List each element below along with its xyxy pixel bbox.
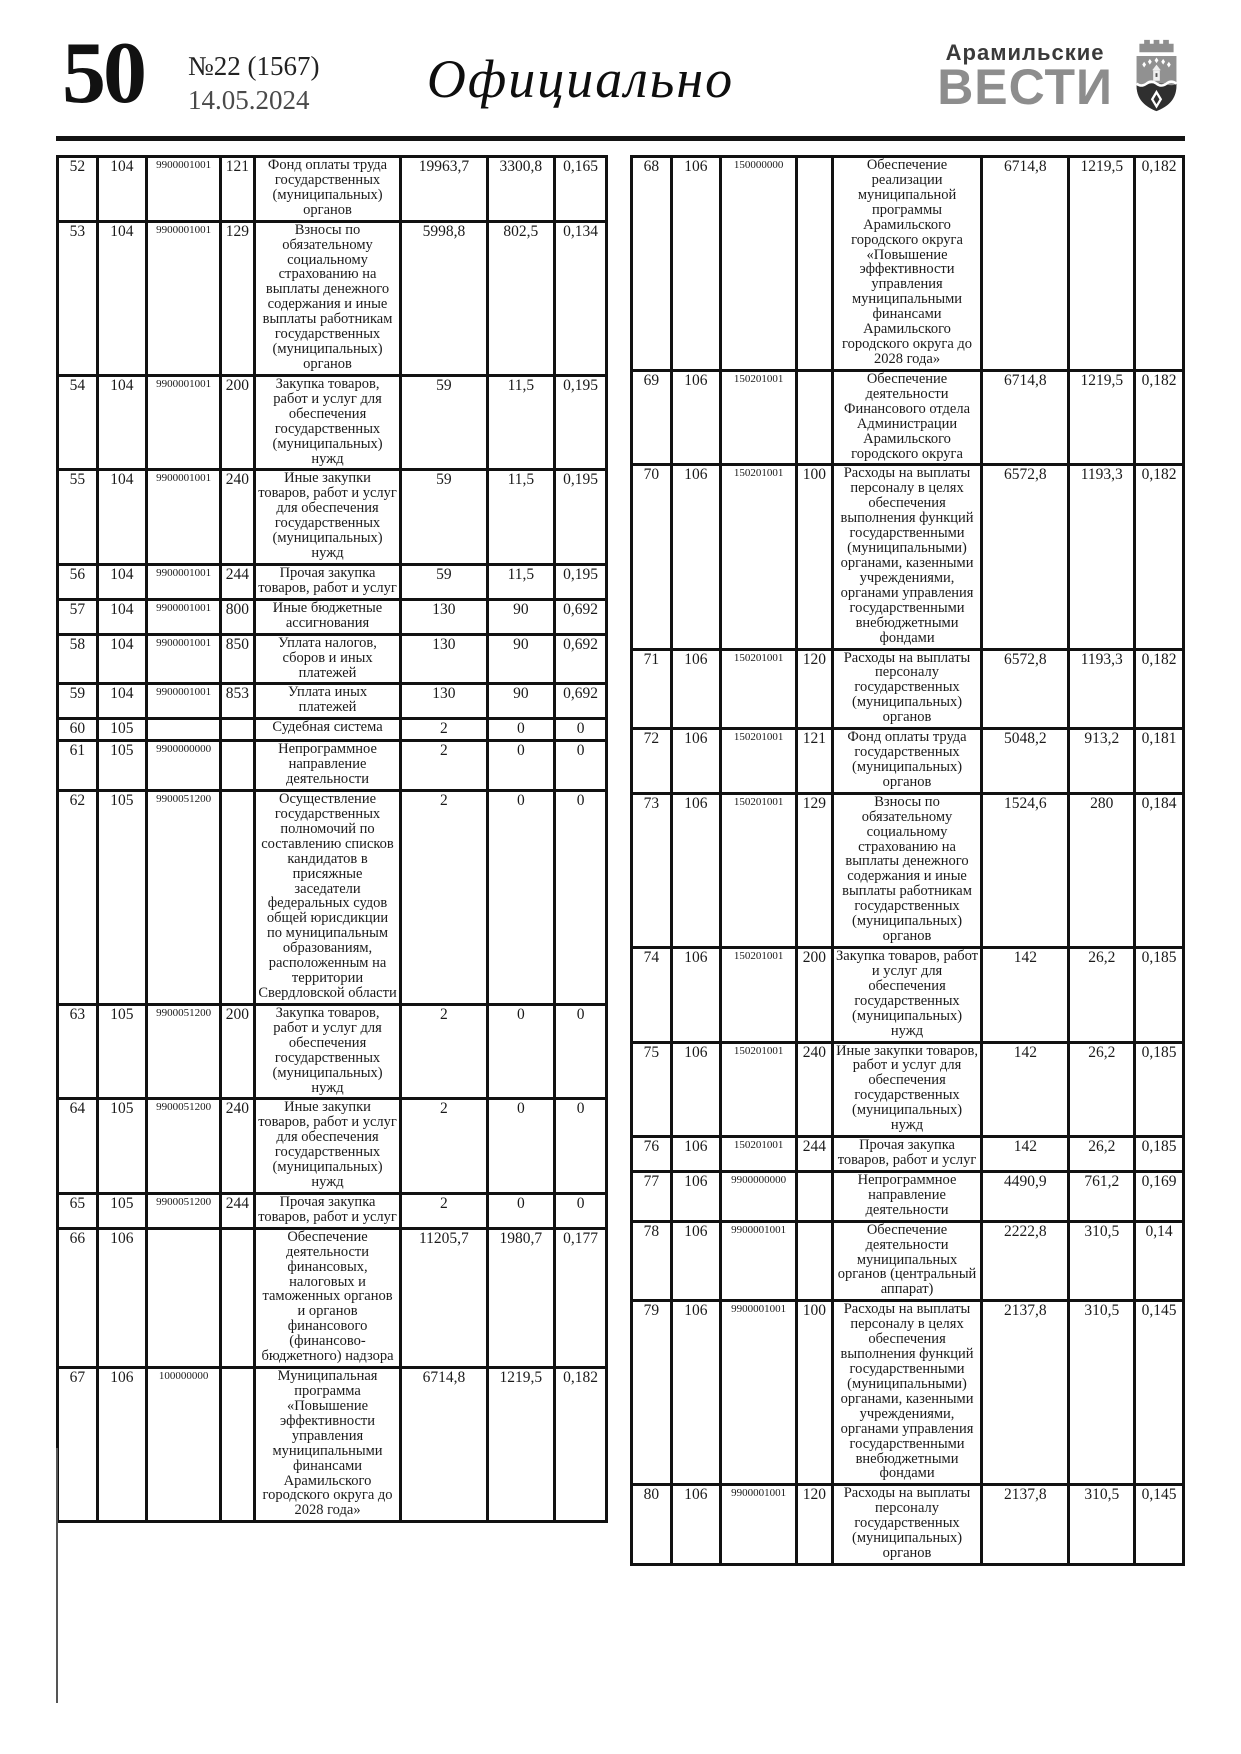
table-row <box>58 719 607 741</box>
cell-code-expense-type: 121 <box>220 157 254 222</box>
cell-value-1: 142 <box>982 1137 1069 1172</box>
cell-code-expense-type: 100 <box>796 1301 832 1485</box>
cell-value-1: 130 <box>401 634 487 684</box>
cell-value-2: 1219,5 <box>1069 370 1135 465</box>
cell-row-number: 64 <box>58 1099 98 1194</box>
cell-code-expense-type <box>220 1368 254 1522</box>
cell-code-section: 106 <box>671 948 721 1043</box>
table-row <box>58 564 607 599</box>
cell-value-1: 6714,8 <box>982 370 1069 465</box>
table-row <box>58 375 607 470</box>
cell-value-2: 11,5 <box>487 470 555 565</box>
cell-value-2: 1219,5 <box>1069 157 1135 371</box>
cell-value-3: 0 <box>555 790 607 1004</box>
cell-value-2: 26,2 <box>1069 1042 1135 1137</box>
cell-code-target-article: 9900000000 <box>147 741 221 791</box>
table-row <box>58 470 607 565</box>
cell-code-target-article: 150201001 <box>721 649 797 729</box>
cell-code-section: 106 <box>97 1228 147 1367</box>
cell-value-2: 1193,3 <box>1069 649 1135 729</box>
cell-code-target-article: 9900001001 <box>721 1485 797 1565</box>
table-row <box>58 684 607 719</box>
table-row <box>632 1171 1184 1221</box>
cell-value-3: 0,184 <box>1135 793 1184 947</box>
budget-table-left-body <box>58 157 607 1522</box>
cell-name: Прочая закупка товаров, работ и услуг <box>254 564 400 599</box>
cell-code-expense-type: 129 <box>796 793 832 947</box>
cell-name: Расходы на выплаты персоналу государственных (муниципальных) органов <box>832 1485 982 1565</box>
cell-name: Закупка товаров, работ и услуг для обеспечения государственных (муниципальных) нужд <box>254 375 400 470</box>
cell-row-number: 59 <box>58 684 98 719</box>
cell-row-number: 70 <box>632 465 672 649</box>
table-row <box>632 1042 1184 1137</box>
cell-code-section: 106 <box>671 1485 721 1565</box>
cell-row-number: 62 <box>58 790 98 1004</box>
cell-name: Обеспечение деятельности муниципальных органов (центральный аппарат) <box>832 1221 982 1301</box>
section-title: Официально <box>426 49 735 109</box>
cell-code-expense-type <box>220 1228 254 1367</box>
cell-row-number: 78 <box>632 1221 672 1301</box>
cell-value-1: 130 <box>401 599 487 634</box>
cell-code-target-article: 100000000 <box>147 1368 221 1522</box>
cell-value-1: 142 <box>982 948 1069 1043</box>
masthead-title-top: Арамильские <box>945 40 1105 65</box>
cell-value-3: 0 <box>555 719 607 741</box>
cell-value-1: 5998,8 <box>401 221 487 375</box>
cell-row-number: 66 <box>58 1228 98 1367</box>
cell-name: Закупка товаров, работ и услуг для обеспечения государственных (муниципальных) нужд <box>254 1004 400 1099</box>
cell-row-number: 71 <box>632 649 672 729</box>
cell-value-1: 6572,8 <box>982 649 1069 729</box>
cell-value-2: 1193,3 <box>1069 465 1135 649</box>
cell-code-target-article: 9900051200 <box>147 1099 221 1194</box>
cell-code-section: 105 <box>97 741 147 791</box>
cell-row-number: 54 <box>58 375 98 470</box>
cell-value-2: 1980,7 <box>487 1228 555 1367</box>
page-number: 50 <box>62 25 144 122</box>
cell-code-target-article: 150201001 <box>721 1042 797 1137</box>
cell-row-number: 79 <box>632 1301 672 1485</box>
cell-value-2: 310,5 <box>1069 1301 1135 1485</box>
table-row <box>58 741 607 791</box>
cell-value-3: 0,185 <box>1135 1137 1184 1172</box>
cell-code-expense-type: 244 <box>220 1193 254 1228</box>
cell-code-expense-type: 200 <box>220 375 254 470</box>
cell-row-number: 63 <box>58 1004 98 1099</box>
cell-code-target-article: 9900051200 <box>147 1004 221 1099</box>
cell-code-section: 106 <box>671 1042 721 1137</box>
cell-value-3: 0,14 <box>1135 1221 1184 1301</box>
cell-code-section: 106 <box>671 729 721 794</box>
cell-name: Обеспечение деятельности финансовых, налоговых и таможенных органов и органов финансового (финансово-бюджетного) надзора <box>254 1228 400 1367</box>
table-row <box>632 465 1184 649</box>
cell-code-target-article: 9900001001 <box>147 470 221 565</box>
cell-code-target-article: 9900001001 <box>147 634 221 684</box>
table-row <box>58 1004 607 1099</box>
cell-name: Расходы на выплаты персоналу государственных (муниципальных) органов <box>832 649 982 729</box>
cell-code-target-article <box>147 1228 221 1367</box>
cell-value-3: 0,195 <box>555 564 607 599</box>
cell-code-target-article: 150201001 <box>721 465 797 649</box>
budget-table-right <box>630 155 1185 1566</box>
table-row <box>58 634 607 684</box>
cell-value-2: 0 <box>487 719 555 741</box>
cell-code-section: 106 <box>671 1137 721 1172</box>
cell-code-section: 104 <box>97 221 147 375</box>
cell-row-number: 77 <box>632 1171 672 1221</box>
cell-code-target-article: 150201001 <box>721 729 797 794</box>
table-row <box>632 649 1184 729</box>
cell-code-section: 106 <box>671 793 721 947</box>
table-row <box>58 221 607 375</box>
cell-code-target-article <box>147 719 221 741</box>
cell-name: Уплата налогов, сборов и иных платежей <box>254 634 400 684</box>
cell-value-1: 142 <box>982 1042 1069 1137</box>
cell-code-expense-type: 853 <box>220 684 254 719</box>
cell-code-section: 106 <box>671 1221 721 1301</box>
cell-name: Обеспечение деятельности Финансового отдела Администрации Арамильского городского округа <box>832 370 982 465</box>
cell-value-2: 90 <box>487 634 555 684</box>
cell-row-number: 60 <box>58 719 98 741</box>
header-divider <box>56 136 1185 141</box>
cell-row-number: 76 <box>632 1137 672 1172</box>
cell-value-3: 0,181 <box>1135 729 1184 794</box>
cell-value-3: 0 <box>555 1193 607 1228</box>
cell-name: Расходы на выплаты персоналу в целях обеспечения выполнения функций государственными (муниципальными) органами, казенными учреждениями, органами управления государственными внебюджетными фондами <box>832 1301 982 1485</box>
cell-code-expense-type: 121 <box>796 729 832 794</box>
cell-row-number: 68 <box>632 157 672 371</box>
cell-code-expense-type: 800 <box>220 599 254 634</box>
cell-value-3: 0,134 <box>555 221 607 375</box>
table-row <box>58 1099 607 1194</box>
cell-code-expense-type: 240 <box>220 470 254 565</box>
cell-name: Взносы по обязательному социальному страхованию на выплаты денежного содержания и иные выплаты работникам государственных (муниципальных) органов <box>254 221 400 375</box>
cell-code-section: 104 <box>97 634 147 684</box>
cell-value-1: 59 <box>401 470 487 565</box>
cell-code-section: 104 <box>97 684 147 719</box>
cell-row-number: 73 <box>632 793 672 947</box>
cell-value-3: 0,177 <box>555 1228 607 1367</box>
cell-row-number: 55 <box>58 470 98 565</box>
cell-value-2: 0 <box>487 790 555 1004</box>
cell-name: Судебная система <box>254 719 400 741</box>
coat-of-arms-icon <box>1128 36 1185 116</box>
cell-value-1: 6572,8 <box>982 465 1069 649</box>
cell-value-3: 0,692 <box>555 634 607 684</box>
cell-value-1: 19963,7 <box>401 157 487 222</box>
cell-name: Иные бюджетные ассигнования <box>254 599 400 634</box>
budget-table-left <box>56 155 608 1523</box>
cell-value-2: 26,2 <box>1069 1137 1135 1172</box>
cell-code-section: 105 <box>97 1099 147 1194</box>
masthead <box>937 40 1113 115</box>
cell-code-expense-type <box>796 157 832 371</box>
cell-value-3: 0,692 <box>555 599 607 634</box>
cell-code-expense-type <box>220 790 254 1004</box>
cell-value-2: 0 <box>487 741 555 791</box>
cell-value-2: 11,5 <box>487 564 555 599</box>
table-row <box>58 1368 607 1522</box>
cell-name: Иные закупки товаров, работ и услуг для обеспечения государственных (муниципальных) нужд <box>254 470 400 565</box>
cell-code-section: 104 <box>97 470 147 565</box>
table-row <box>632 1301 1184 1485</box>
cell-value-1: 6714,8 <box>401 1368 487 1522</box>
cell-name: Взносы по обязательному социальному страхованию на выплаты денежного содержания и иные выплаты работникам государственных (муниципальных) органов <box>832 793 982 947</box>
cell-code-expense-type: 244 <box>796 1137 832 1172</box>
cell-row-number: 61 <box>58 741 98 791</box>
cell-code-expense-type: 244 <box>220 564 254 599</box>
cell-code-expense-type <box>796 1221 832 1301</box>
cell-code-target-article: 9900001001 <box>721 1221 797 1301</box>
cell-code-section: 104 <box>97 564 147 599</box>
cell-row-number: 74 <box>632 948 672 1043</box>
cell-row-number: 72 <box>632 729 672 794</box>
cell-value-3: 0,182 <box>1135 157 1184 371</box>
cell-value-3: 0 <box>555 1099 607 1194</box>
table-row <box>58 157 607 222</box>
cell-value-2: 26,2 <box>1069 948 1135 1043</box>
table-row <box>58 599 607 634</box>
cell-value-3: 0,692 <box>555 684 607 719</box>
cell-value-1: 59 <box>401 564 487 599</box>
cell-value-1: 2 <box>401 1099 487 1194</box>
cell-code-section: 106 <box>671 465 721 649</box>
cell-value-1: 2 <box>401 790 487 1004</box>
table-row <box>58 790 607 1004</box>
table-row <box>632 370 1184 465</box>
cell-name: Расходы на выплаты персоналу в целях обеспечения выполнения функций государственными (муниципальными) органами, казенными учреждениями, органами управления государственными внебюджетными фондами <box>832 465 982 649</box>
cell-name: Иные закупки товаров, работ и услуг для обеспечения государственных (муниципальных) нужд <box>254 1099 400 1194</box>
table-row <box>632 948 1184 1043</box>
cell-code-section: 105 <box>97 790 147 1004</box>
cell-code-target-article: 150201001 <box>721 370 797 465</box>
table-row <box>632 1221 1184 1301</box>
issue-date: 14.05.2024 <box>188 84 310 115</box>
cell-code-expense-type: 200 <box>220 1004 254 1099</box>
cell-code-expense-type <box>220 741 254 791</box>
cell-code-expense-type: 129 <box>220 221 254 375</box>
cell-name: Муниципальная программа «Повышение эффективности управления муниципальными финансами Арамильского городского округа до 2028 года» <box>254 1368 400 1522</box>
table-columns <box>56 155 1185 1566</box>
table-row <box>632 793 1184 947</box>
cell-value-3: 0,185 <box>1135 948 1184 1043</box>
cell-value-3: 0,165 <box>555 157 607 222</box>
cell-value-1: 2137,8 <box>982 1301 1069 1485</box>
cell-value-2: 913,2 <box>1069 729 1135 794</box>
cell-code-section: 105 <box>97 1193 147 1228</box>
cell-name: Прочая закупка товаров, работ и услуг <box>254 1193 400 1228</box>
cell-name: Фонд оплаты труда государственных (муниципальных) органов <box>832 729 982 794</box>
cell-code-target-article: 150000000 <box>721 157 797 371</box>
cell-value-1: 2137,8 <box>982 1485 1069 1565</box>
cell-value-3: 0,182 <box>1135 465 1184 649</box>
cell-value-3: 0,182 <box>555 1368 607 1522</box>
cell-code-expense-type: 240 <box>220 1099 254 1194</box>
table-row <box>58 1228 607 1367</box>
cell-row-number: 52 <box>58 157 98 222</box>
cell-code-target-article: 150201001 <box>721 793 797 947</box>
cell-value-1: 1524,6 <box>982 793 1069 947</box>
cell-code-section: 106 <box>671 1171 721 1221</box>
cell-code-target-article: 9900001001 <box>147 684 221 719</box>
cell-value-3: 0 <box>555 1004 607 1099</box>
cell-value-3: 0 <box>555 741 607 791</box>
cell-value-2: 0 <box>487 1004 555 1099</box>
cell-value-1: 11205,7 <box>401 1228 487 1367</box>
masthead-title-bottom: ВЕСТИ <box>937 59 1113 115</box>
cell-name: Обеспечение реализации муниципальной программы Арамильского городского округа «Повышение эффективности управления муниципальными финансами Арамильского городского округа до 2028 года» <box>832 157 982 371</box>
cell-code-section: 106 <box>671 370 721 465</box>
cell-code-expense-type <box>796 370 832 465</box>
cell-code-section: 106 <box>671 1301 721 1485</box>
cell-code-expense-type: 200 <box>796 948 832 1043</box>
cell-value-3: 0,195 <box>555 470 607 565</box>
cell-row-number: 75 <box>632 1042 672 1137</box>
cell-code-section: 106 <box>97 1368 147 1522</box>
cell-name: Иные закупки товаров, работ и услуг для обеспечения государственных (муниципальных) нужд <box>832 1042 982 1137</box>
cell-name: Уплата иных платежей <box>254 684 400 719</box>
cell-value-2: 0 <box>487 1099 555 1194</box>
cell-value-2: 310,5 <box>1069 1485 1135 1565</box>
cell-value-2: 3300,8 <box>487 157 555 222</box>
cell-value-1: 6714,8 <box>982 157 1069 371</box>
cell-code-expense-type: 240 <box>796 1042 832 1137</box>
cell-value-1: 5048,2 <box>982 729 1069 794</box>
cell-row-number: 56 <box>58 564 98 599</box>
cell-value-1: 2 <box>401 1004 487 1099</box>
cell-value-1: 2 <box>401 719 487 741</box>
cell-value-3: 0,169 <box>1135 1171 1184 1221</box>
cell-value-1: 2 <box>401 1193 487 1228</box>
cell-row-number: 80 <box>632 1485 672 1565</box>
cell-row-number: 69 <box>632 370 672 465</box>
cell-row-number: 65 <box>58 1193 98 1228</box>
cell-code-target-article: 150201001 <box>721 948 797 1043</box>
cell-value-3: 0,185 <box>1135 1042 1184 1137</box>
cell-value-2: 90 <box>487 599 555 634</box>
cell-row-number: 67 <box>58 1368 98 1522</box>
cell-code-target-article: 150201001 <box>721 1137 797 1172</box>
cell-code-target-article: 9900001001 <box>147 157 221 222</box>
table-row <box>632 1137 1184 1172</box>
table-row <box>632 157 1184 371</box>
cell-value-2: 310,5 <box>1069 1221 1135 1301</box>
table-row <box>632 729 1184 794</box>
cell-value-2: 0 <box>487 1193 555 1228</box>
cell-code-target-article: 9900001001 <box>721 1301 797 1485</box>
cell-value-3: 0,195 <box>555 375 607 470</box>
cell-code-target-article: 9900001001 <box>147 564 221 599</box>
cell-value-2: 802,5 <box>487 221 555 375</box>
cell-name: Непрограммное направление деятельности <box>254 741 400 791</box>
cell-code-section: 104 <box>97 375 147 470</box>
cell-row-number: 57 <box>58 599 98 634</box>
column-rule <box>56 1448 58 1703</box>
cell-value-2: 11,5 <box>487 375 555 470</box>
cell-code-section: 106 <box>671 157 721 371</box>
cell-code-target-article: 9900001001 <box>147 375 221 470</box>
cell-code-expense-type <box>796 1171 832 1221</box>
cell-value-3: 0,182 <box>1135 370 1184 465</box>
cell-name: Непрограммное направление деятельности <box>832 1171 982 1221</box>
cell-value-3: 0,145 <box>1135 1485 1184 1565</box>
cell-value-1: 59 <box>401 375 487 470</box>
table-row <box>58 1193 607 1228</box>
page-header <box>56 25 1185 130</box>
cell-code-target-article: 9900001001 <box>147 599 221 634</box>
cell-name: Прочая закупка товаров, работ и услуг <box>832 1137 982 1172</box>
cell-value-1: 2222,8 <box>982 1221 1069 1301</box>
cell-code-target-article: 9900000000 <box>721 1171 797 1221</box>
cell-code-target-article: 9900051200 <box>147 1193 221 1228</box>
cell-value-3: 0,145 <box>1135 1301 1184 1485</box>
cell-value-2: 1219,5 <box>487 1368 555 1522</box>
cell-row-number: 58 <box>58 634 98 684</box>
table-row <box>632 1485 1184 1565</box>
budget-table-right-body <box>632 157 1184 1565</box>
cell-code-target-article: 9900001001 <box>147 221 221 375</box>
cell-value-2: 90 <box>487 684 555 719</box>
cell-code-expense-type <box>220 719 254 741</box>
cell-value-3: 0,182 <box>1135 649 1184 729</box>
cell-name: Фонд оплаты труда государственных (муниципальных) органов <box>254 157 400 222</box>
cell-value-1: 130 <box>401 684 487 719</box>
cell-code-section: 105 <box>97 719 147 741</box>
cell-name: Осуществление государственных полномочий по составлению списков кандидатов в присяжные заседатели федеральных судов общей юрисдикции по муниципальным образованиям, расположенным на территории Свердловской области <box>254 790 400 1004</box>
cell-code-section: 104 <box>97 157 147 222</box>
cell-code-expense-type: 100 <box>796 465 832 649</box>
cell-code-expense-type: 850 <box>220 634 254 684</box>
cell-value-1: 2 <box>401 741 487 791</box>
cell-value-2: 280 <box>1069 793 1135 947</box>
cell-row-number: 53 <box>58 221 98 375</box>
issue-number: №22 (1567) <box>188 51 320 81</box>
cell-code-section: 106 <box>671 649 721 729</box>
cell-name: Закупка товаров, работ и услуг для обеспечения государственных (муниципальных) нужд <box>832 948 982 1043</box>
cell-code-section: 104 <box>97 599 147 634</box>
cell-code-target-article: 9900051200 <box>147 790 221 1004</box>
cell-code-expense-type: 120 <box>796 1485 832 1565</box>
cell-value-1: 4490,9 <box>982 1171 1069 1221</box>
cell-code-expense-type: 120 <box>796 649 832 729</box>
cell-code-section: 105 <box>97 1004 147 1099</box>
cell-value-2: 761,2 <box>1069 1171 1135 1221</box>
